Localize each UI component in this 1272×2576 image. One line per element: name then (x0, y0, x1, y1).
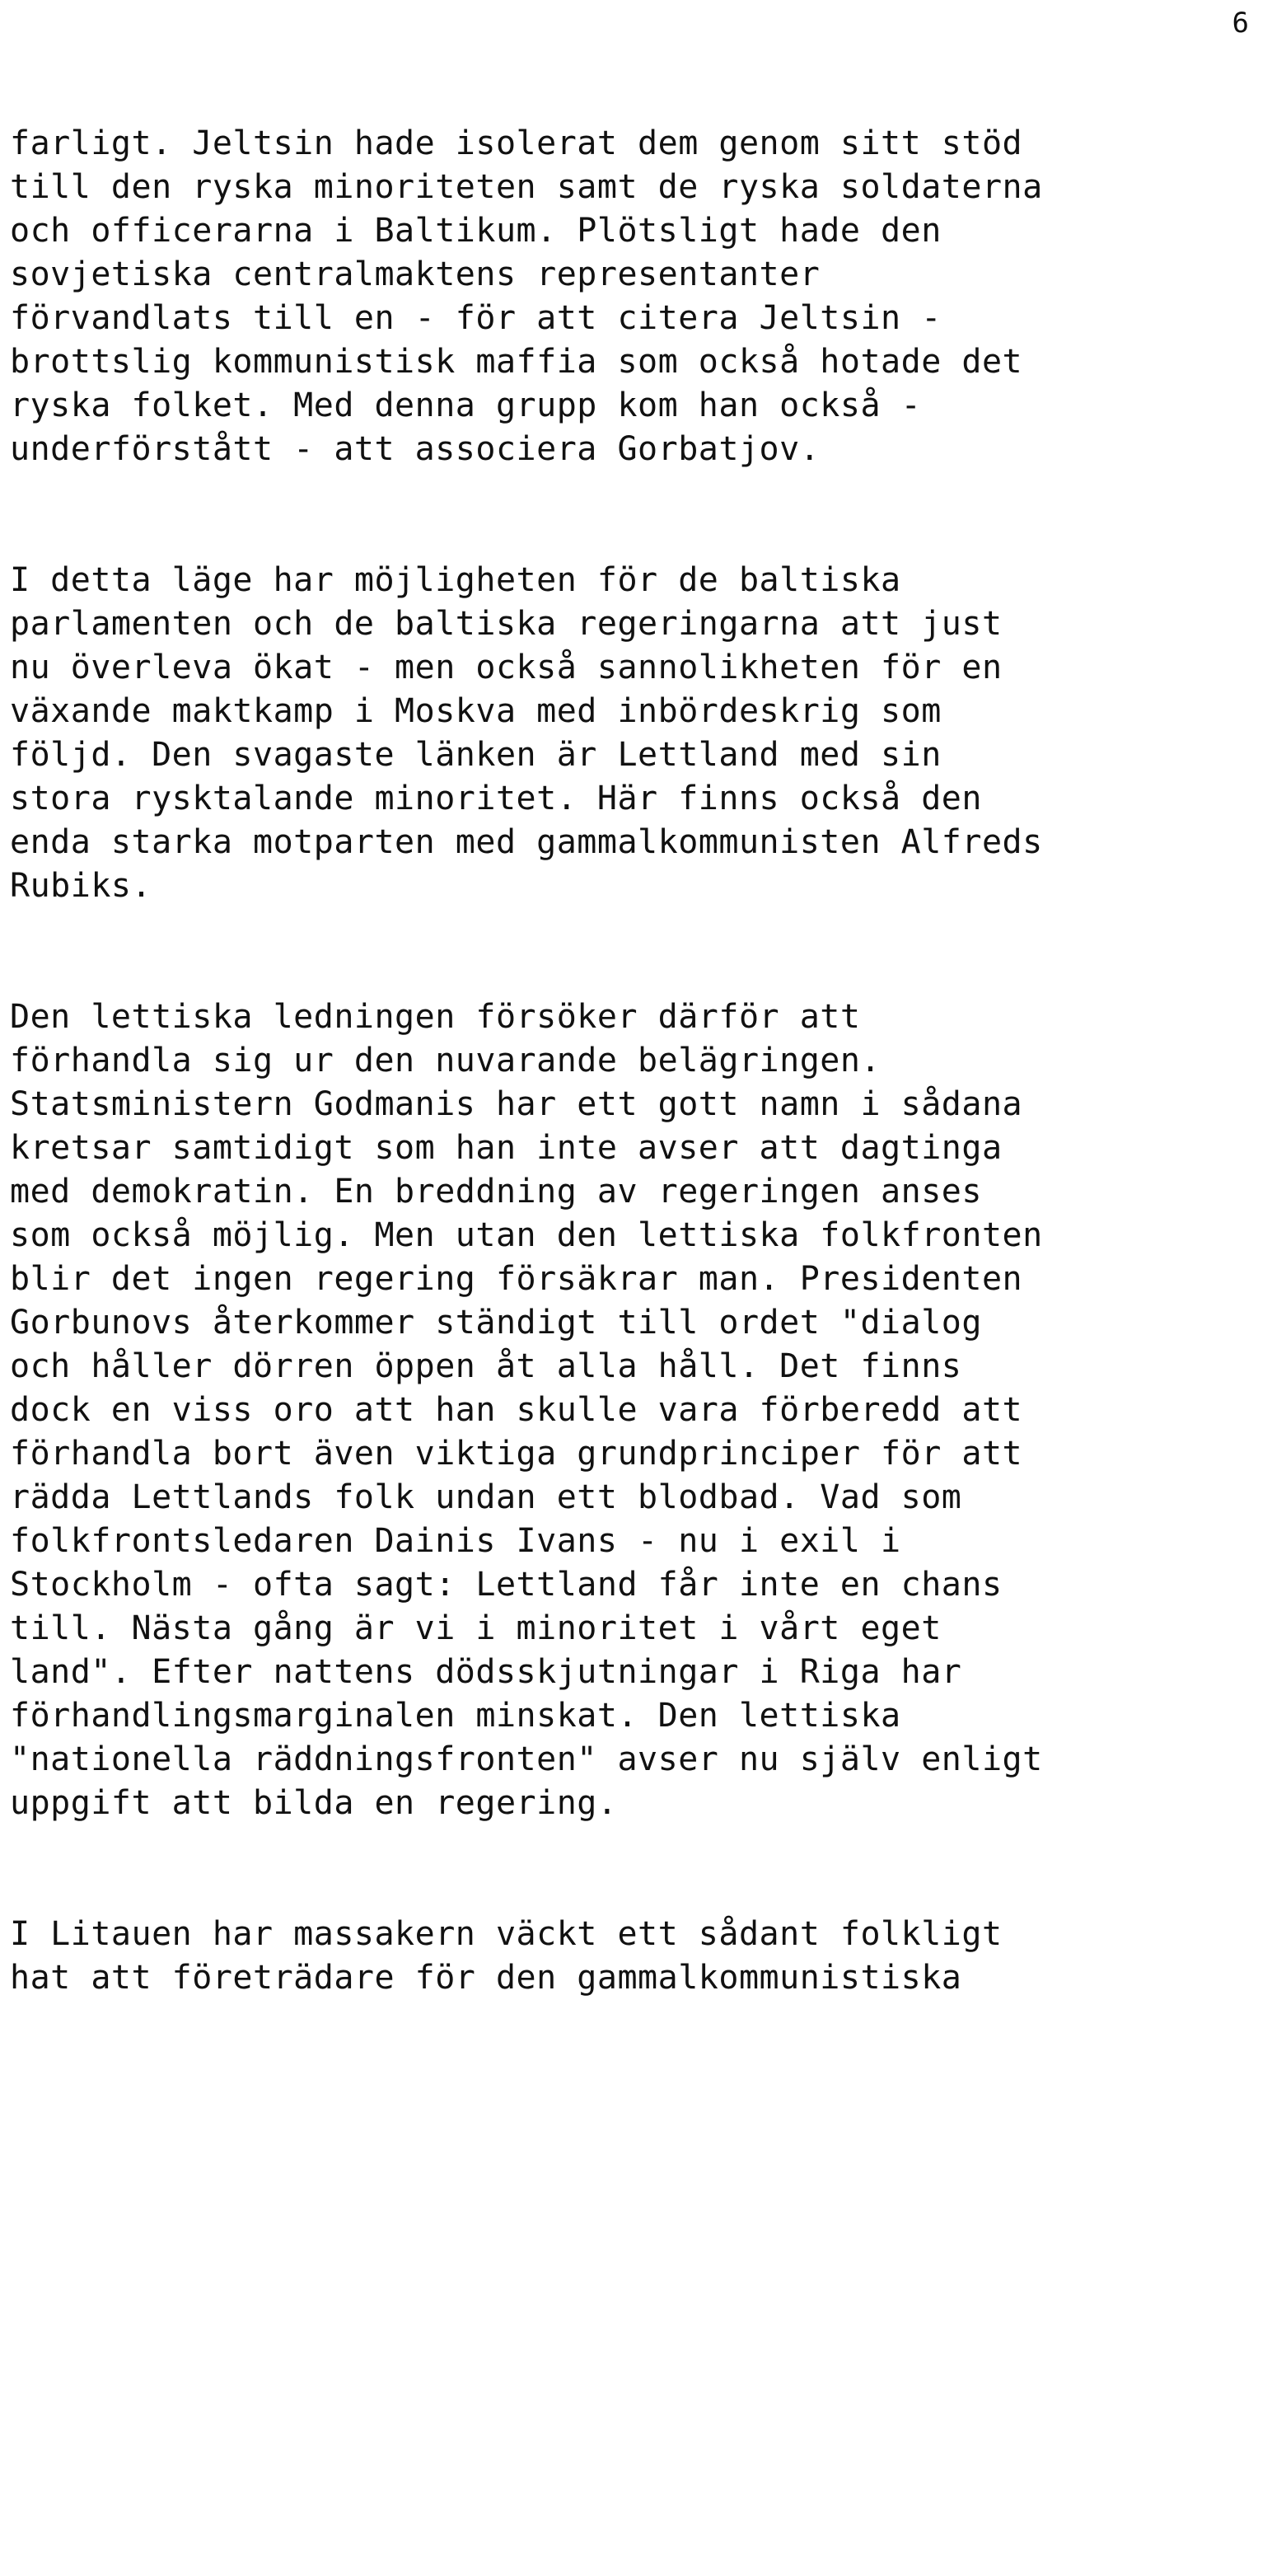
text-line: Den lettiska ledningen försöker därför att (10, 998, 861, 1036)
text-line: till. Nästa gång är vi i minoritet i vårt eget (10, 1609, 942, 1647)
text-line: förhandla sig ur den nuvarande belägringen. (10, 1042, 882, 1080)
paragraph (10, 995, 1269, 1825)
text-line: ryska folket. Med denna grupp kom han också - (10, 386, 922, 424)
text-line: brottslig kommunistisk maffia som också hotade det (10, 343, 1023, 381)
text-line: folkfrontsledaren Dainis Ivans - nu i exil i (10, 1522, 901, 1560)
text-line: Stockholm - ofta sagt: Lettland får inte en chans (10, 1566, 1003, 1604)
text-line: rädda Lettlands folk undan ett blodbad. Vad som (10, 1478, 962, 1516)
text-line: förvandlats till en - för att citera Jeltsin - (10, 299, 942, 337)
text-line: och officerarna i Baltikum. Plötsligt hade den (10, 212, 942, 250)
text-line: till den ryska minoriteten samt de ryska soldaterna (10, 168, 1043, 206)
paragraph (10, 122, 1269, 471)
text-line: sovjetiska centralmaktens representanter (10, 255, 821, 293)
text-line: stora rysktalande minoritet. Här finns också den (10, 780, 982, 817)
text-line: hat att företrädare för den gammalkommunistiska (10, 1959, 962, 1997)
text-line: dock en viss oro att han skulle vara förberedd att (10, 1391, 1023, 1429)
text-line: Gorbunovs återkommer ständigt till ordet "dialog (10, 1304, 982, 1342)
text-line: förhandla bort även viktiga grundprinciper för att (10, 1435, 1023, 1473)
text-line: nu överleva ökat - men också sannolikheten för en (10, 649, 1003, 686)
text-line: som också möjlig. Men utan den lettiska folkfronten (10, 1216, 1043, 1254)
text-line: med demokratin. En breddning av regeringen anses (10, 1173, 982, 1211)
text-line: "nationella räddningsfronten" avser nu själv enligt (10, 1740, 1043, 1778)
paragraph (10, 559, 1269, 908)
paragraph (10, 1913, 1269, 2000)
text-line: enda starka motparten med gammalkommunisten Alfreds (10, 823, 1043, 861)
text-line: uppgift att bilda en regering. (10, 1784, 618, 1822)
text-line: förhandlingsmarginalen minskat. Den lettiska (10, 1697, 901, 1735)
text-line: följd. Den svagaste länken är Lettland med sin (10, 736, 942, 774)
text-line: Rubiks. (10, 867, 152, 905)
page-number: 6 (1232, 7, 1249, 40)
text-line: I detta läge har möjligheten för de baltiska (10, 561, 901, 599)
text-line: land". Efter nattens dödsskjutningar i Riga har (10, 1653, 962, 1691)
text-line: och håller dörren öppen åt alla håll. Det finns (10, 1347, 962, 1385)
text-line: parlamenten och de baltiska regeringarna att just (10, 605, 1003, 643)
text-line: växande maktkamp i Moskva med inbördeskrig som (10, 692, 942, 730)
document-body (10, 122, 1269, 2000)
text-line: I Litauen har massakern väckt ett sådant folkligt (10, 1915, 1003, 1953)
text-line: Statsministern Godmanis har ett gott namn i sådana (10, 1085, 1023, 1123)
text-line: blir det ingen regering försäkrar man. Presidenten (10, 1260, 1023, 1298)
text-line: kretsar samtidigt som han inte avser att dagtinga (10, 1129, 1003, 1167)
text-line: farligt. Jeltsin hade isolerat dem genom sitt stöd (10, 124, 1023, 162)
text-line: underförstått - att associera Gorbatjov. (10, 430, 821, 468)
